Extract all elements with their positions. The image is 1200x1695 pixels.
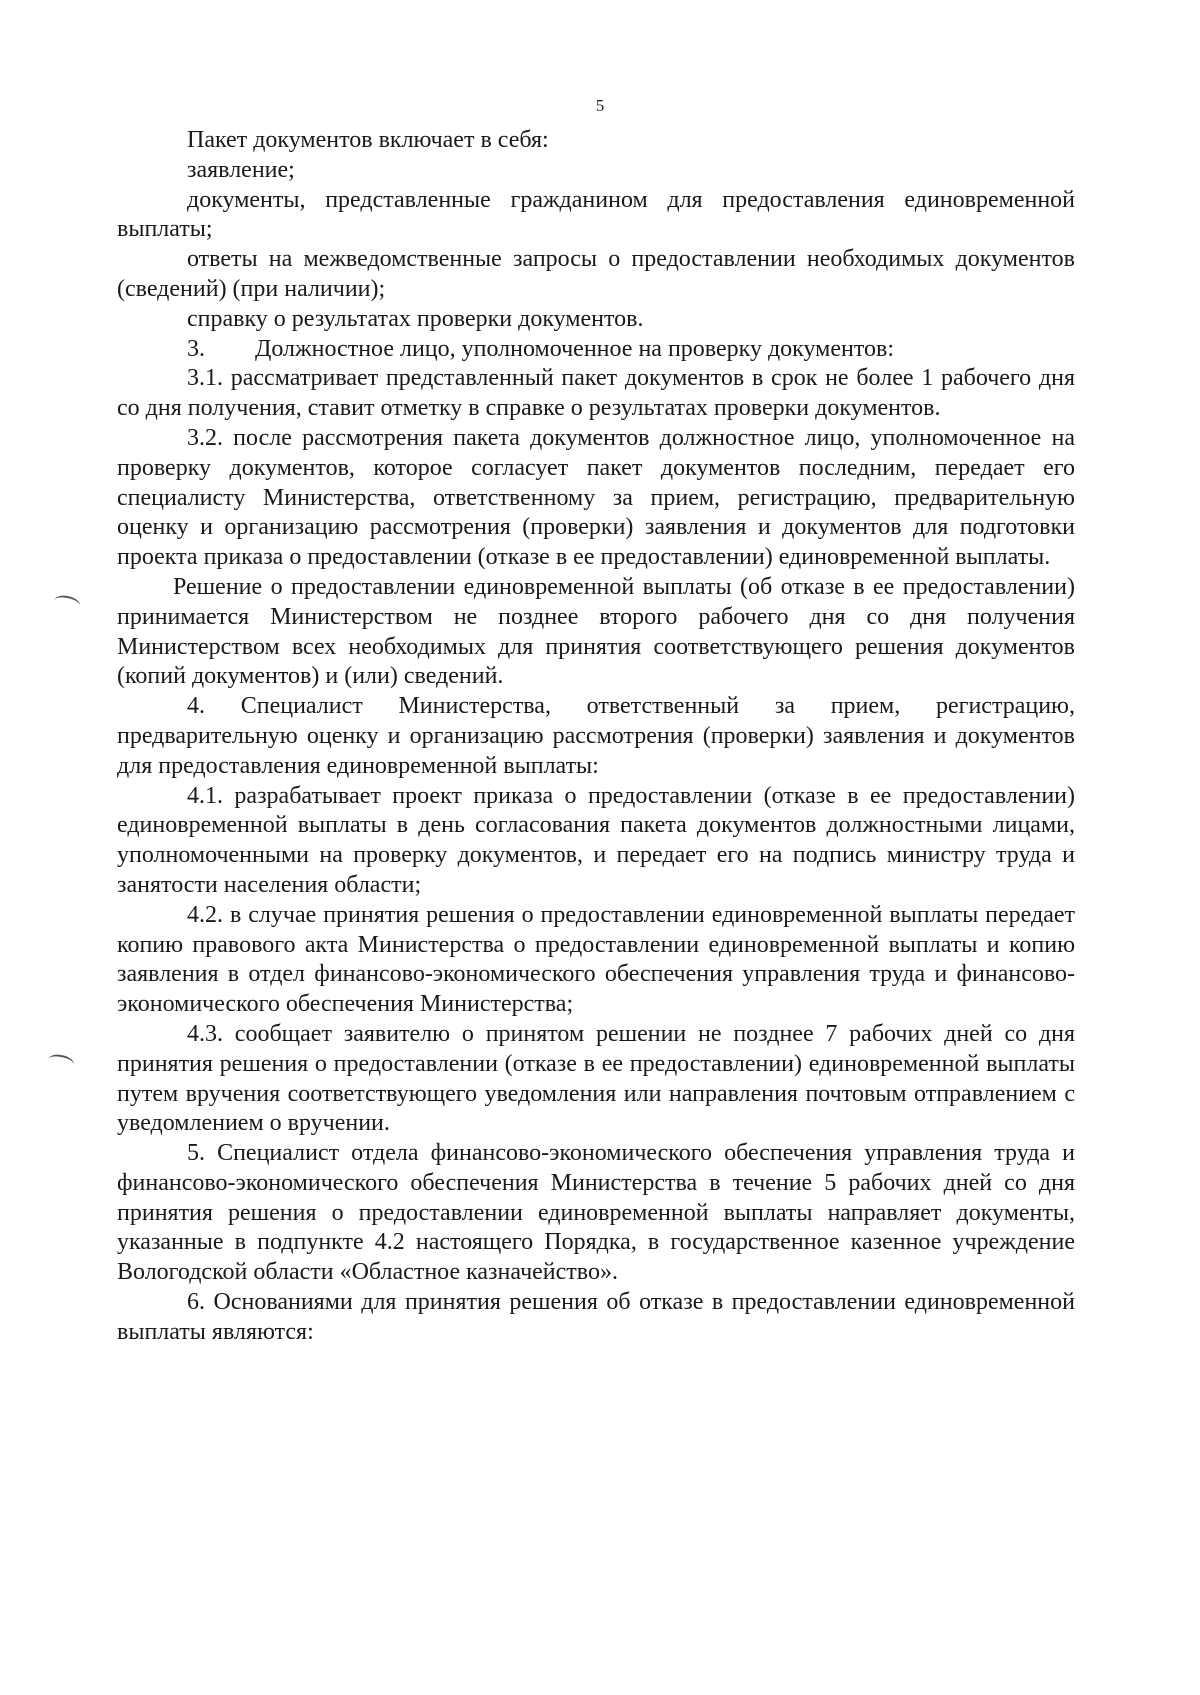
clause-5: 5. Специалист отдела финансово-экономического обеспечения управления труда и финансово-экономического обеспечения Министерства в течение 5 рабочих дней со дня принятия решения о предоставлении единовременной выплаты направляет документы, указанные в подпункте 4.2 настоящего Порядка, в государственное казенное учреждение Вологодской области «Областное казначейство». <box>117 1140 1075 1286</box>
clause-6: 6. Основаниями для принятия решения об отказе в предоставлении единовременной выплаты являются: <box>117 1289 1075 1345</box>
clause-3 <box>117 335 1075 365</box>
clause-3-2: 3.2. после рассмотрения пакета документов должностное лицо, уполномоченное на проверку документов, которое согласует пакет документов последним, передает его специалисту Министерства, ответственному за прием, регистрацию, предварительную оценку и организацию рассмотрения (проверки) заявления и документов для подготовки проекта приказа о предоставлении (отказе в ее предоставлении) единовременной выплаты. <box>117 424 1075 571</box>
document-body <box>117 126 1075 1348</box>
package-item-interagency-responses: ответы на межведомственные запросы о предоставлении необходимых документов (сведений) (при наличии); <box>117 246 1075 302</box>
clause-3-1: 3.1. рассматривает представленный пакет документов в срок не более 1 рабочего дня со дня получения, ставит отметку в справке о результатах проверки документов. <box>117 365 1075 422</box>
clause-3-text: Должностное лицо, уполномоченное на проверку документов: <box>255 335 895 362</box>
clause-4: 4. Специалист Министерства, ответственный за прием, регистрацию, предварительную оценку и организацию рассмотрения (проверки) заявления и документов для предоставления единовременной выплаты: <box>117 693 1075 779</box>
clause-4-2: 4.2. в случае принятия решения о предоставлении единовременной выплаты передает копию правового акта Министерства о предоставлении единовременной выплаты и копию заявления в отдел финансово-экономического обеспечения управления труда и финансово-экономического обеспечения Министерства; <box>117 901 1075 1018</box>
clause-4-3: 4.3. сообщает заявителю о принятом решении не позднее 7 рабочих дней со дня принятия решения о предоставлении (отказе в ее предоставлении) единовременной выплаты путем вручения соответствующего уведомления или направления почтовым отправлением с уведомлением о вручении. <box>117 1020 1075 1137</box>
scan-artifact-mark <box>47 1052 75 1071</box>
package-item-citizen-documents: документы, представленные гражданином для предоставления единовременной выплаты; <box>117 186 1075 243</box>
clause-3-number: 3. <box>187 335 205 362</box>
package-item-application: заявление; <box>187 156 295 183</box>
scan-artifact-mark <box>53 593 81 612</box>
page-number: 5 <box>595 96 605 115</box>
decision-paragraph: Решение о предоставлении единовременной выплаты (об отказе в ее предоставлении) принимается Министерством не позднее второго рабочего дня со дня получения Министерством всех необходимых для принятия соответствующего решения документов (копий документов) и (или) сведений. <box>117 573 1075 690</box>
clause-4-1: 4.1. разрабатывает проект приказа о предоставлении (отказе в ее предоставлении) единовременной выплаты в день согласования пакета документов должностными лицами, уполномоченными на проверку документов, и передает его на подпись министру труда и занятости населения области; <box>117 782 1075 898</box>
package-item-verification-report: справку о результатах проверки документов. <box>187 305 644 332</box>
package-intro-paragraph: Пакет документов включает в себя: <box>187 127 549 153</box>
